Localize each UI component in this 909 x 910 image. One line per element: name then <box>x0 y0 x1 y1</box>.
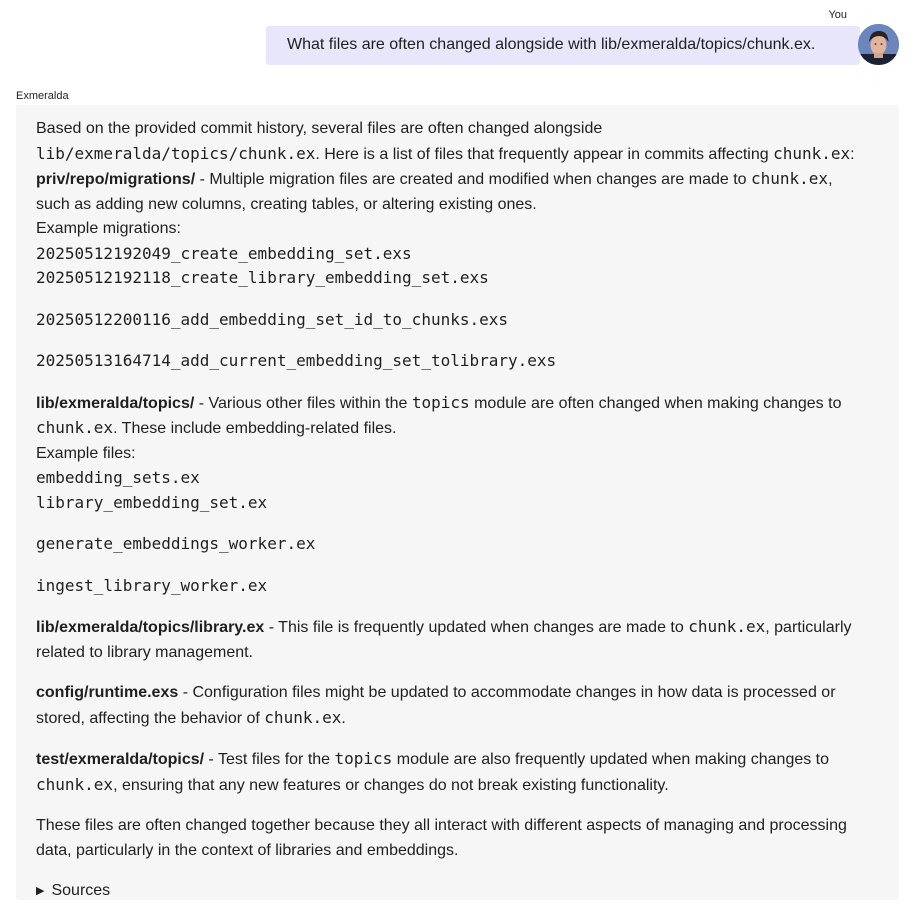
file-entry: 20250513164714_add_current_embedding_set_tolibrary.exs <box>36 351 557 370</box>
section-tests-text-2: module are also frequently updated when making changes to <box>392 751 830 768</box>
section-library-text-2: , particularly <box>765 619 852 636</box>
section-library <box>36 615 879 665</box>
avatar-portrait-icon <box>858 24 899 65</box>
section-tests <box>36 747 879 798</box>
section-tests-title: test/exmeralda/topics/ <box>36 751 205 768</box>
section-library-code: chunk.ex <box>688 617 766 636</box>
assistant-label: Exmeralda <box>16 90 69 102</box>
intro-text: Based on the provided commit history, several files are often changed alongside <box>36 120 603 137</box>
section-topics-code: topics <box>411 392 470 412</box>
section-config-text-3: . <box>341 709 346 727</box>
section-topics <box>36 391 879 467</box>
intro-paragraph <box>36 117 879 167</box>
section-library-text-3: related to library management. <box>36 643 253 661</box>
intro-code: chunk.ex <box>773 143 851 163</box>
section-config-title: config/runtime.exs <box>36 684 179 701</box>
user-avatar[interactable] <box>858 24 899 65</box>
file-entry: generate_embeddings_worker.ex <box>36 534 316 553</box>
triangle-right-icon: ▶ <box>36 885 45 897</box>
user-message-bubble <box>266 26 860 65</box>
section-topics-code-2: chunk.ex <box>36 418 114 437</box>
section-topics-text: - Various other files within the <box>194 394 412 412</box>
section-tests-code-2: chunk.ex <box>36 774 114 794</box>
example-files-label: Example files: <box>36 444 136 462</box>
section-config-code: chunk.ex <box>264 707 342 727</box>
section-topics-text-3: . These include embedding-related files. <box>113 420 397 437</box>
file-entry: embedding_sets.ex <box>36 468 200 487</box>
intro-text-2: . Here is a list of files that frequently appear in commits affecting <box>315 145 774 163</box>
section-migrations-text-3: such as adding new columns, creating tables, or altering existing ones. <box>36 195 537 213</box>
closing-text: These files are often changed together because they all interact with different aspects of managing and processing <box>36 817 847 834</box>
section-migrations-title: priv/repo/migrations/ <box>36 171 196 188</box>
section-library-text: - This file is frequently updated when changes are made to <box>264 619 689 636</box>
section-migrations-text-2: , <box>828 171 833 188</box>
intro-path-code: lib/exmeralda/topics/chunk.ex <box>36 143 316 163</box>
file-entry: 20250512192049_create_embedding_set.exs <box>36 243 412 263</box>
section-migrations-code: chunk.ex <box>751 169 829 188</box>
section-tests-text: - Test files for the <box>204 751 335 768</box>
assistant-message-bubble <box>16 105 899 900</box>
section-config-text-2: stored, affecting the behavior of <box>36 709 265 727</box>
section-topics-title: lib/exmeralda/topics/ <box>36 394 195 412</box>
section-config-text: - Configuration files might be updated to accommodate changes in how data is processed or <box>178 684 836 701</box>
closing-text-2: data, particularly in the context of libraries and embeddings. <box>36 841 459 859</box>
section-library-title: lib/exmeralda/topics/library.ex <box>36 619 265 636</box>
section-tests-text-3: , ensuring that any new features or changes do not break existing functionality. <box>113 776 669 794</box>
closing-paragraph <box>36 814 879 863</box>
file-entry: 20250512192118_create_library_embedding_set.exs <box>36 268 489 287</box>
user-message-text: What files are often changed alongside with lib/exmeralda/topics/chunk.ex. <box>287 36 816 53</box>
file-entry: 20250512200116_add_embedding_set_id_to_chunks.exs <box>36 309 509 329</box>
section-tests-code: topics <box>334 749 393 768</box>
section-config <box>36 681 879 731</box>
sources-label: Sources <box>51 882 111 899</box>
intro-text-3: : <box>850 145 855 163</box>
user-label: You <box>828 9 847 21</box>
section-migrations-text: - Multiple migration files are created and modified when changes are made to <box>195 171 751 188</box>
example-migrations-label: Example migrations: <box>36 220 181 237</box>
file-entry: library_embedding_set.ex <box>36 492 268 512</box>
sources-toggle[interactable] <box>36 879 879 904</box>
file-entry: ingest_library_worker.ex <box>36 575 268 595</box>
section-topics-text-2: module are often changed when making changes to <box>469 394 842 412</box>
section-migrations <box>36 167 879 242</box>
